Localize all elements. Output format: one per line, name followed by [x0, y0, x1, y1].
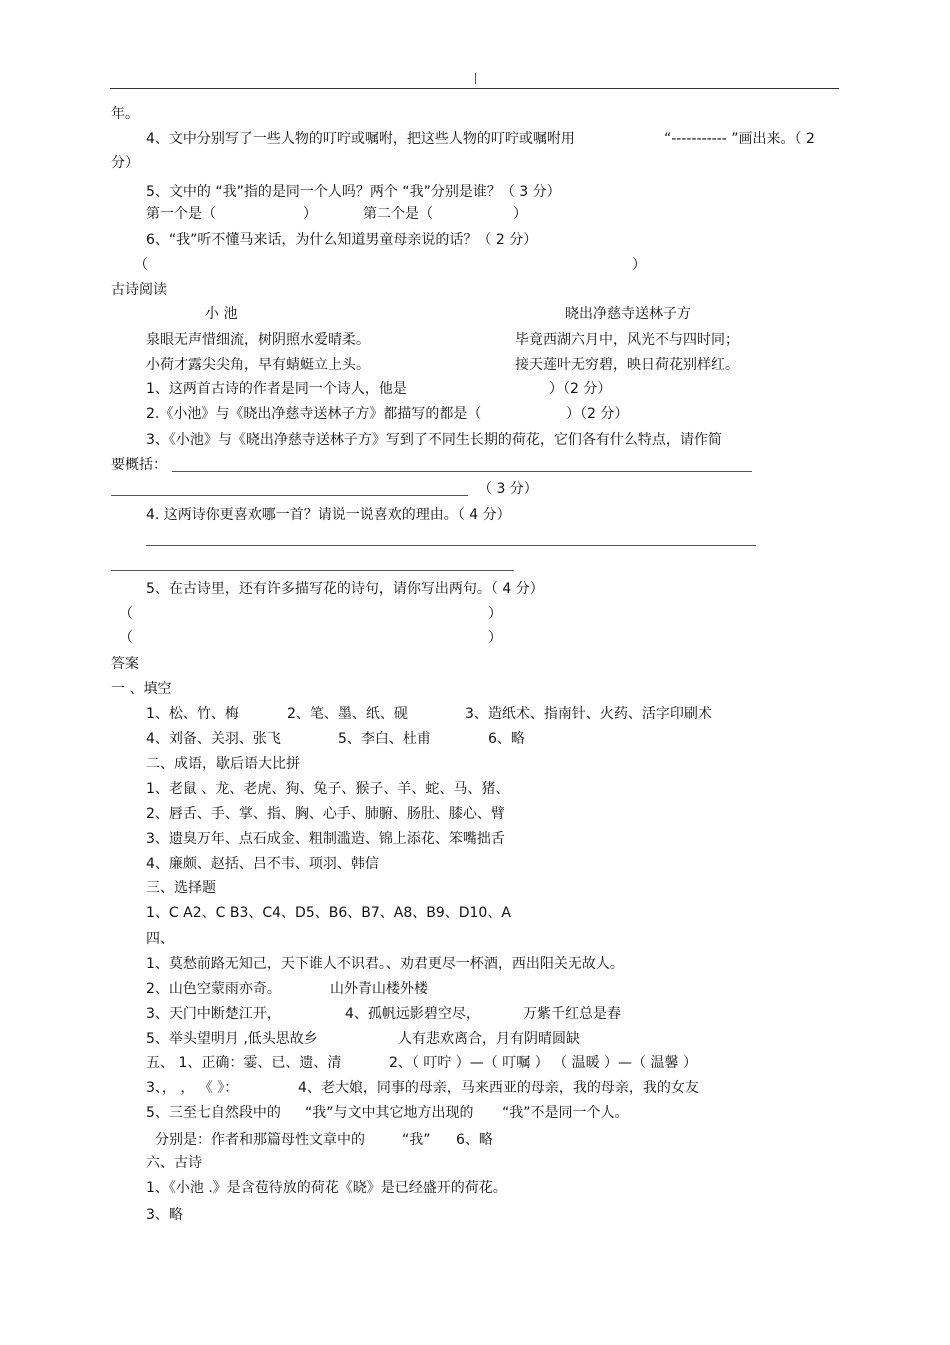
answers-s4-1: 1、莫愁前路无知己，天下谁人不识君。、劝君更尽一杯酒，西出阳关无故人。 [146, 956, 624, 972]
answers-s5-3b: 4、老大娘，同事的母亲，马来西亚的母亲，我的母亲，我的女友 [298, 1080, 699, 1096]
poem2-line1: 毕竟西湖六月中，风光不与四时同； [515, 332, 739, 348]
reading-q5-second: 第二个是（ [363, 206, 433, 222]
poem2-line2: 接天莲叶无穷碧，映日荷花别样红。 [515, 357, 739, 373]
answers-s5-5a: 分别是：作者和那篇母性文章中的 [155, 1132, 365, 1148]
answers-s2: 二、成语，歇后语大比拼 [146, 756, 300, 772]
reading-q4: 4、文中分别写了一些人物的叮咛或嘱咐，把这些人物的叮咛或嘱咐用 [146, 131, 575, 147]
answers-s4-4b: 人有悲欢离合，月有阴晴圆缺 [398, 1031, 580, 1047]
answers-s1: 一 、填空 [111, 681, 172, 697]
answers-heading: 答案 [111, 656, 139, 672]
poetry-q4: 4. 这两诗你更喜欢哪一首？请说一说喜欢的理由。（ 4 分） [146, 507, 511, 523]
answers-s5-1: 五、 1、正确：霎、已、遗、清 [146, 1055, 342, 1071]
answers-s4-2a: 2、山色空蒙雨亦奇。 [146, 981, 281, 997]
poetry-q2-tail: ）（2 分） [566, 406, 629, 422]
answers-s6-1: 1、《小池 .》是含苞待放的荷花《晓》是已经盛开的荷花。 [146, 1180, 507, 1196]
answers-s2-2: 2、唇舌、手、掌、指、胸、心手、肺腑、肠肚、膝心、臂 [146, 806, 505, 822]
poem1-line2: 小荷才露尖尖角，早有蜻蜓立上头。 [146, 357, 370, 373]
answers-s4-4a: 5、举头望明月 ,低头思故乡 [146, 1031, 318, 1047]
poem1-line1: 泉眼无声惜细流，树阴照水爱晴柔。 [146, 332, 370, 348]
answers-s3: 三、选择题 [146, 880, 216, 896]
reading-q6-open: （ [134, 257, 148, 273]
answers-s1-2b: 5、李白、杜甫 [338, 731, 431, 747]
reading-q5-first: 第一个是（ [146, 206, 216, 222]
answers-s4-3c: 万紫千红总是春 [523, 1006, 621, 1022]
answer-line [111, 495, 468, 496]
poetry-q3-cont: 要概括： [111, 457, 167, 473]
answers-s4: 四、 [146, 931, 174, 947]
poem1-title: 小 池 [205, 306, 238, 322]
poetry-heading: 古诗阅读 [111, 282, 167, 298]
answers-s3-1: 1、C A2、C B3、C4、D5、B6、B7、A8、B9、D10、A [146, 905, 511, 921]
header-mark [475, 73, 476, 84]
answer-line [172, 471, 752, 472]
reading-tail: 年。 [111, 106, 139, 122]
answers-s4-2b: 山外青山楼外楼 [330, 981, 428, 997]
poetry-q5-open-1: （ [119, 606, 133, 622]
poetry-q5-close-1: ） [488, 606, 502, 622]
answers-s1-2c: 6、略 [488, 731, 525, 747]
poetry-q3-score: （ 3 分） [478, 481, 538, 497]
poetry-q1-tail: ）（2 分） [549, 381, 612, 397]
answers-s5-4a: 5、三至七自然段中的 [146, 1105, 281, 1121]
answers-s5-5b: “我” [402, 1132, 431, 1148]
header-rule [110, 88, 839, 89]
reading-q4-score: 分） [111, 155, 139, 171]
reading-q5-second-close: ） [513, 206, 527, 222]
poetry-q1: 1、这两首古诗的作者是同一个诗人，他是 [146, 381, 407, 397]
answers-s2-4: 4、廉颇、赵括、吕不韦、项羽、韩信 [146, 856, 379, 872]
answer-line [111, 570, 514, 571]
poetry-q2: 2.《小池》与《晓出净慈寺送林子方》都描写的都是（ [146, 406, 482, 422]
poetry-q5-open-2: （ [119, 630, 133, 646]
answers-s2-1: 1、老鼠 、龙、老虎、狗、兔子、猴子、羊、蛇、马、猪、 [146, 781, 510, 797]
poetry-q5: 5、在古诗里，还有许多描写花的诗句，请你写出两句。（ 4 分） [146, 581, 544, 597]
answers-s1-1b: 2、笔、墨、纸、砚 [287, 706, 408, 722]
reading-q6: 6、“我”听不懂马来话，为什么知道男童母亲说的话？（ 2 分） [146, 232, 538, 248]
answer-line [146, 545, 756, 546]
poetry-q3: 3、《小池》与《晓出净慈寺送林子方》写到了不同生长期的荷花，它们各有什么特点，请作简 [146, 432, 722, 448]
answers-s1-1a: 1、松、竹、梅 [146, 706, 239, 722]
answers-s2-3: 3、遗臭万年、点石成金、粗制滥造、锦上添花、笨嘴拙舌 [146, 831, 505, 847]
answers-s5-5c: 6、略 [456, 1132, 493, 1148]
answers-s4-3b: 4、孤帆远影碧空尽， [345, 1006, 480, 1022]
answers-s5-3a: 3、， ， 《 》： [146, 1080, 239, 1096]
answers-s6: 六、古诗 [146, 1155, 202, 1171]
answers-s1-1c: 3、造纸术、指南针、火药、活字印刷术 [465, 706, 712, 722]
poetry-q5-close-2: ） [488, 630, 502, 646]
answers-s5-2: 2、（ 叮咛 ）—（ 叮嘱 ） （ 温暖 ）—（ 温馨 ） [389, 1055, 697, 1071]
reading-q6-close: ） [632, 257, 646, 273]
reading-q5: 5、文中的 “我”指的是同一个人吗？两个 “我”分别是谁？（ 3 分） [146, 184, 561, 200]
answers-s4-3a: 3、天门中断楚江开， [146, 1006, 281, 1022]
reading-q5-first-close: ） [303, 206, 317, 222]
poem2-title: 晓出净慈寺送林子方 [565, 306, 691, 322]
reading-q4-mark: “----------- ”画出来。（ 2 [664, 131, 815, 147]
answers-s5-4b: “我”与文中其它地方出现的 [305, 1105, 474, 1121]
answers-s6-2: 3、略 [146, 1207, 183, 1223]
answers-s1-2a: 4、刘备、关羽、张飞 [146, 731, 281, 747]
answers-s5-4c: “我”不是同一个人。 [502, 1105, 629, 1121]
